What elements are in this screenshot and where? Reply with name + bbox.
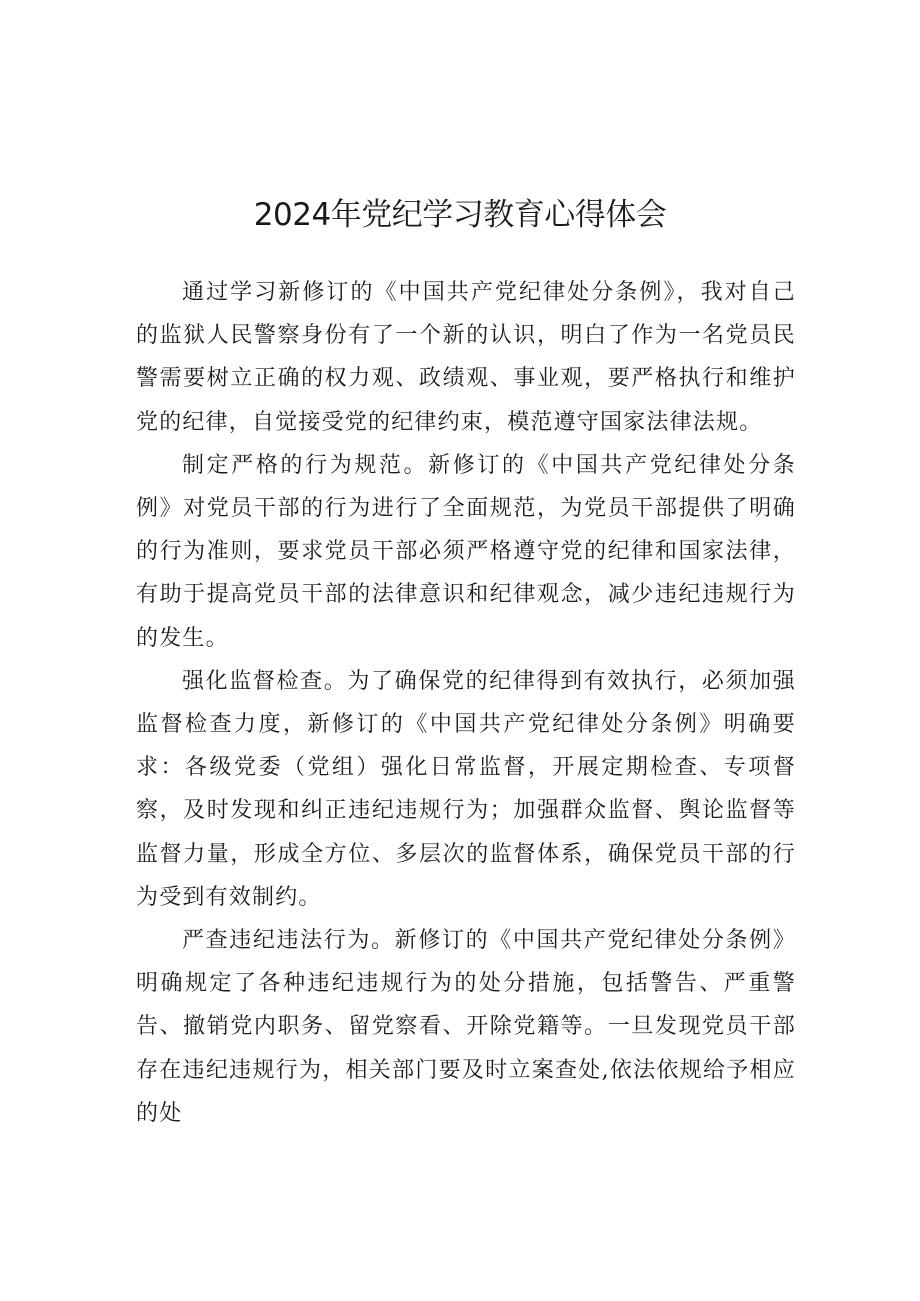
- paragraph-2: 制定严格的行为规范。新修订的《中国共产党纪律处分条例》对党员干部的行为进行了全面规范，为党员干部提供了明确的行为准则，要求党员干部必须严格遵守党的纪律和国家法律，有助于提高党员干部的法律意识和纪律观念，减少违纪违规行为的发生。: [136, 452, 796, 651]
- document-title: 2024年党纪学习教育心得体会: [253, 196, 667, 233]
- document-body: [136, 271, 796, 1135]
- paragraph-3: 强化监督检查。为了确保党的纪律得到有效执行，必须加强监督检查力度，新修订的《中国共产党纪律处分条例》明确要求：各级党委（党组）强化日常监督，开展定期检查、专项督察，及时发现和纠正违纪违规行为；加强群众监督、舆论监督等监督力量，形成全方位、多层次的监督体系，确保党员干部的行为受到有效制约。: [136, 668, 796, 910]
- paragraph-1: 通过学习新修订的《中国共产党纪律处分条例》，我对自己的监狱人民警察身份有了一个新的认识，明白了作为一名党员民警需要树立正确的权力观、政绩观、事业观，要严格执行和维护党的纪律，自觉接受党的纪律约束，模范遵守国家法律法规。: [136, 280, 796, 435]
- paragraph-4: 严查违纪违法行为。新修订的《中国共产党纪律处分条例》明确规定了各种违纪违规行为的处分措施，包括警告、严重警告、撤销党内职务、留党察看、开除党籍等。一旦发现党员干部存在违纪违规行为，相关部门要及时立案查处,依法依规给予相应的处: [136, 928, 796, 1126]
